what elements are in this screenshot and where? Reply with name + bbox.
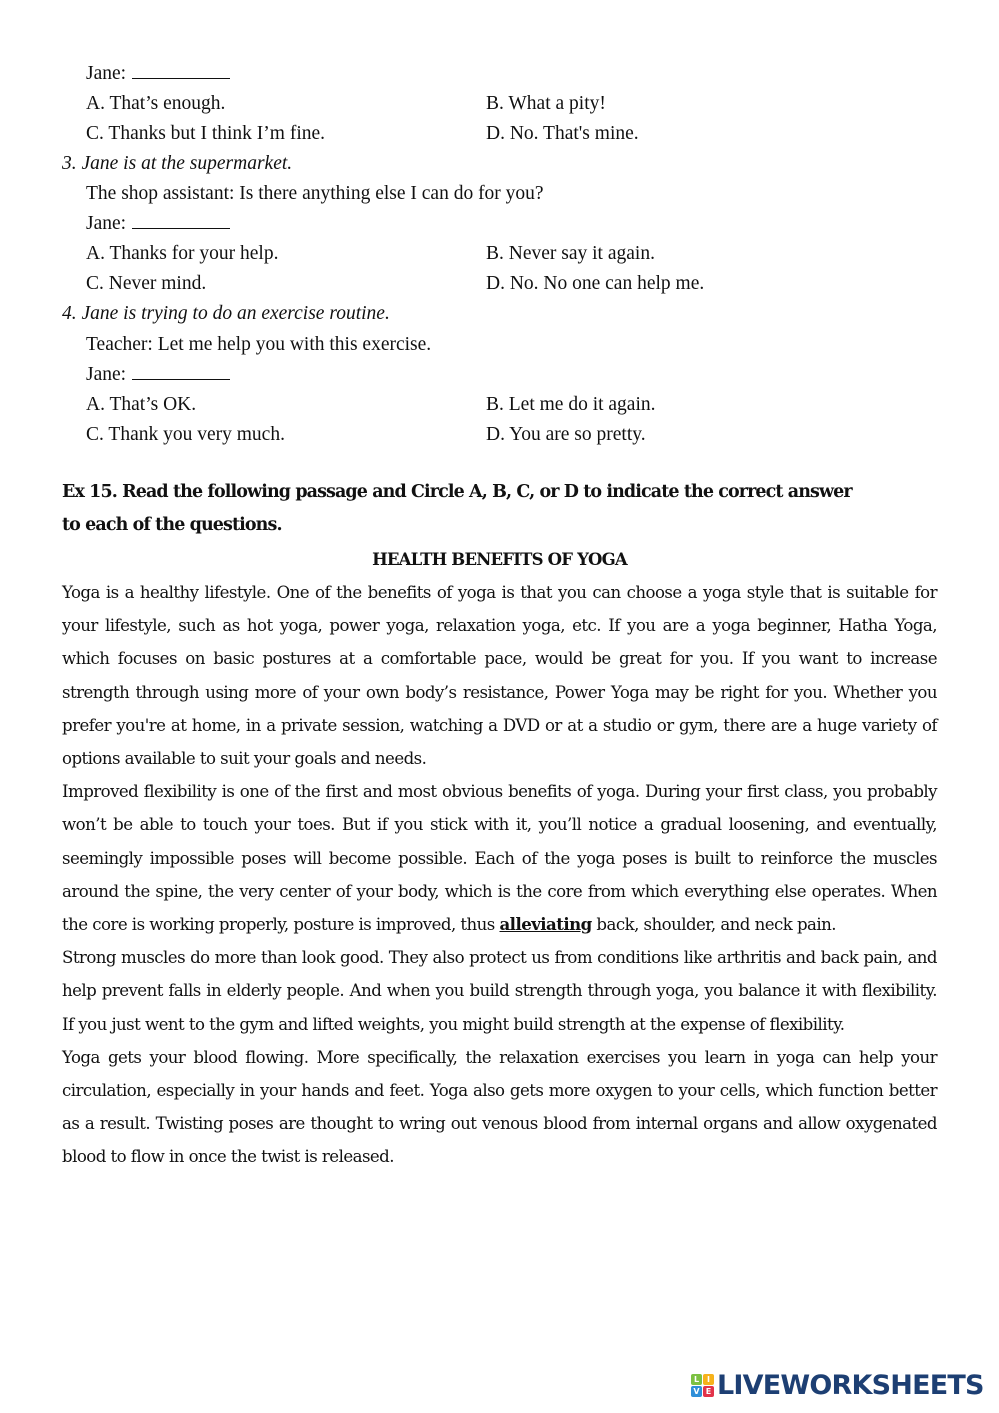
option-b[interactable]: B. What a pity! [486, 93, 606, 114]
option-d[interactable]: D. You are so pretty. [486, 424, 646, 445]
passage-paragraph: Yoga is a healthy lifestyle. One of the benefits of yoga is that you can choose a yoga style that is suitable for your lifestyle, such as hot yoga, power yoga, relaxation yoga, etc. If you are a yoga beginner, Hatha Yoga, which focuses on basic postures at a comfortable pace, would be great for you. If you want to increase strength through using more of your own body’s resistance, Power Yoga may be right for you. Whether you prefer you're at home, in a private session, watching a DVD or at a studio or gym, there are a huge variety of options available to suit your goals and needs. [62, 583, 937, 769]
question-situation: 3. Jane is at the supermarket. [62, 153, 293, 174]
option-c[interactable]: C. Never mind. [86, 273, 207, 294]
speaker-label: Jane: [86, 364, 127, 385]
logo-text: LIVEWORKSHEETS [717, 1370, 984, 1401]
speaker-label: Jane: [86, 213, 127, 234]
answer-blank[interactable] [132, 361, 230, 380]
passage-title: HEALTH BENEFITS OF YOGA [372, 550, 627, 569]
liveworksheets-logo [691, 1370, 984, 1401]
passage-paragraph: Yoga gets your blood flowing. More specifically, the relaxation exercises you learn in yoga can help your circulation, especially in your hands and feet. Yoga also gets more oxygen to your cells, which function better as a result. Twisting poses are thought to wring out venous blood from internal organs and allow oxygenated blood to flow in once the twist is released. [62, 1047, 937, 1167]
passage-paragraph: Strong muscles do more than look good. They also protect us from conditions like arthritis and back pain, and help prevent falls in elderly people. And when you build strength through yoga, you balance it with flexibility. If you just went to the gym and lifted weights, you might build strength at the expense of flexibility. [62, 948, 937, 1034]
reading-passage [62, 576, 937, 1174]
passage-paragraph: Improved flexibility is one of the first and most obvious benefits of yoga. During your first class, you probably won’t be able to touch your toes. But if you stick with it, you’ll notice a gradual loosening, and eventually, seemingly impossible poses will become possible. Each of the yoga poses is built to reinforce the muscles around the spine, the very center of your body, which is the core from which everything else operates. When the core is working properly, posture is improved, thus alleviating back, shoulder, and neck pain. [62, 782, 937, 935]
answer-blank[interactable] [132, 60, 230, 79]
option-a[interactable]: A. That’s enough. [86, 93, 226, 114]
logo-letter-v: V [691, 1386, 702, 1397]
answer-blank[interactable] [132, 210, 230, 229]
option-b[interactable]: B. Never say it again. [486, 243, 655, 264]
exercise-heading-cont: to each of the questions. [62, 515, 282, 535]
question-dialogue: The shop assistant: Is there anything else I can do for you? [86, 183, 544, 204]
answer-line [86, 59, 230, 89]
option-c[interactable]: C. Thank you very much. [86, 424, 285, 445]
option-d[interactable]: D. No. That's mine. [486, 123, 639, 144]
option-c[interactable]: C. Thanks but I think I’m fine. [86, 123, 326, 144]
logo-letter-e: E [703, 1386, 714, 1397]
option-a[interactable]: A. That’s OK. [86, 394, 197, 415]
highlighted-keyword: alleviating [499, 914, 592, 935]
option-a[interactable]: A. Thanks for your help. [86, 243, 279, 264]
answer-line [86, 360, 230, 390]
logo-letter-l: L [691, 1374, 702, 1385]
logo-letter-i: I [703, 1374, 714, 1385]
option-d[interactable]: D. No. No one can help me. [486, 273, 705, 294]
answer-line [86, 209, 230, 239]
logo-grid-icon [691, 1374, 714, 1397]
option-b[interactable]: B. Let me do it again. [486, 394, 656, 415]
question-situation: 4. Jane is trying to do an exercise routine. [62, 303, 390, 324]
speaker-label: Jane: [86, 63, 127, 84]
exercise-heading: Ex 15. Read the following passage and Circle A, B, C, or D to indicate the correct answer [62, 482, 852, 502]
question-dialogue: Teacher: Let me help you with this exercise. [86, 334, 432, 355]
